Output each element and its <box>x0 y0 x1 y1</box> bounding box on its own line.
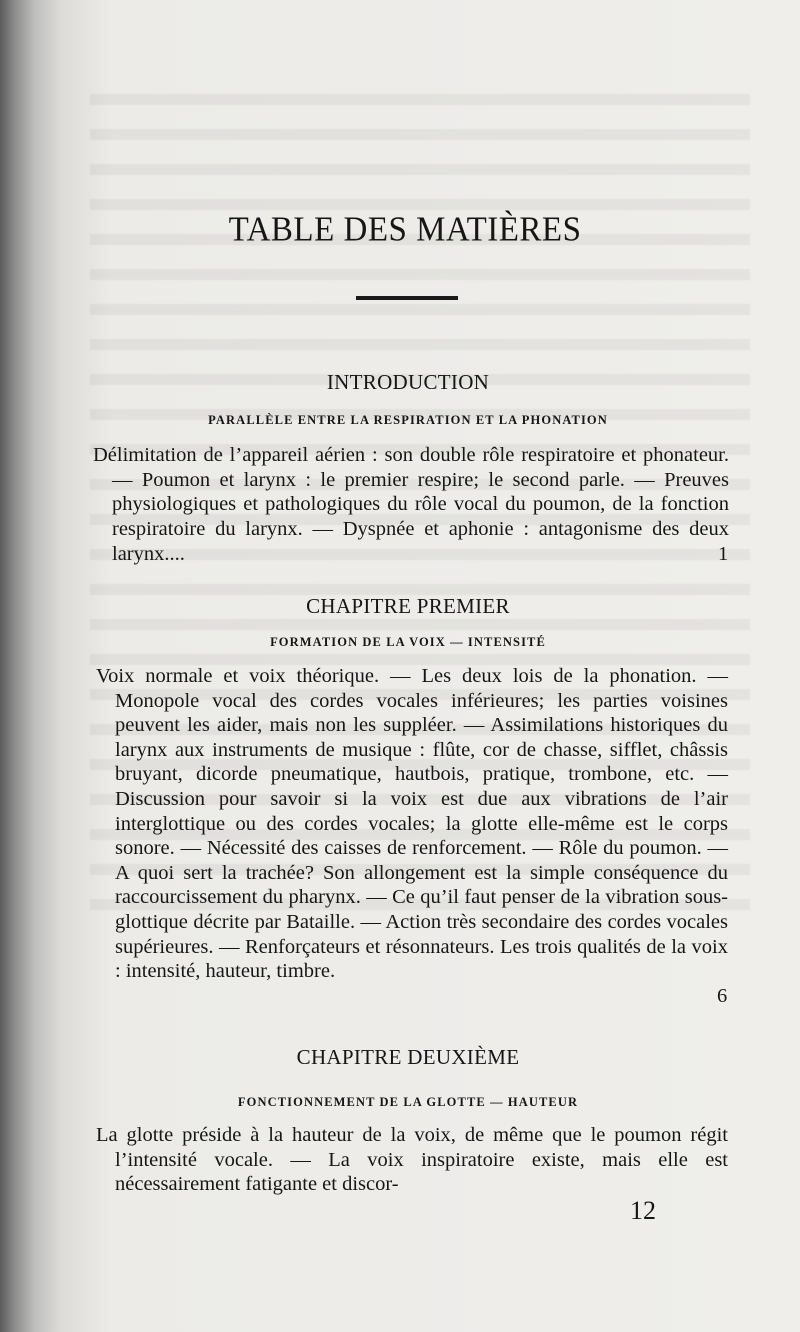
folio-number: 12 <box>630 1196 656 1225</box>
entry-text: La glotte préside à la hauteur de la voix, de même que le poumon régit l’intensité vocale. — La voix inspiratoire existe, mais elle est nécessairement fatigante et discor- <box>96 1124 728 1196</box>
section-heading-chapitre-deuxieme: CHAPITRE DEUXIÈME <box>296 1045 520 1069</box>
toc-entry-introduction: 1 Délimitation de l’appareil aérien : son double rôle respiratoire et phonateur. — Poumon et larynx : le premier respire; le second parle. — Preuves physiologiques et pathologiques du rôle vocal du poumon, de la fonction respiratoire du larynx. — Dyspnée et aphonie : antagonisme des deux larynx.... <box>93 444 729 565</box>
toc-entry-chapitre-deuxieme <box>96 1123 728 1197</box>
page-title: TABLE DES MATIÈRES <box>228 210 582 250</box>
entry-text: Voix normale et voix théorique. — Les deux lois de la phonation. — Monopole vocal des cordes vocales inférieures; les parties voisines peuvent les aider, mais non les suppléer. — Assimilations historiques du larynx aux instruments de musique : flûte, cor de chasse, sifflet, châssis bruyant, dicorde pneumatique, hautbois, pratique, trombone, etc. — Discussion pour savoir si la voix est due aux vibrations de l’air interglottique ou des cordes vocales; la glotte elle-même est le corps sonore. — Nécessité des caisses de renforcement. — Rôle du poumon. — A quoi sert la trachée? Son allongement est la simple conséquence du raccourcissement du pharynx. — Ce qu’il faut penser de la vibration sous-glottique décrite par Bataille. — Action très secondaire des cordes vocales supérieures. — Renforçateurs et résonnateurs. Les trois qualités de la voix : intensité, hauteur, timbre. <box>96 665 728 983</box>
section-subheading-introduction: PARALLÈLE ENTRE LA RESPIRATION ET LA PHONATION <box>208 413 608 427</box>
title-rule <box>356 296 458 300</box>
section-heading-introduction: INTRODUCTION <box>326 370 490 394</box>
section-heading-chapitre-premier: CHAPITRE PREMIER <box>306 594 510 618</box>
entry-text: Délimitation de l’appareil aérien : son double rôle respiratoire et phonateur. — Poumon et larynx : le premier respire; le second parle. — Preuves physiologiques et pathologiques du rôle vocal du poumon, de la fonction respiratoire du larynx. — Dyspnée et aphonie : antagonisme des deux larynx.... <box>93 444 729 565</box>
section-subheading-chapitre-deuxieme: FONCTIONNEMENT DE LA GLOTTE — HAUTEUR <box>237 1095 579 1109</box>
toc-entry-chapitre-premier: 6 Voix normale et voix théorique. — Les deux lois de la phonation. — Monopole vocal des cordes vocales inférieures; les parties voisines peuvent les aider, mais non les suppléer. — Assimilations historiques du larynx aux instruments de musique : flûte, cor de chasse, sifflet, châssis bruyant, dicorde pneumatique, hautbois, pratique, trombone, etc. — Discussion pour savoir si la voix est due aux vibrations de l’air interglottique ou des cordes vocales; la glotte elle-même est le corps sonore. — Nécessité des caisses de renforcement. — Rôle du poumon. — A quoi sert la trachée? Son allongement est la simple conséquence du raccourcissement du pharynx. — Ce qu’il faut penser de la vibration sous-glottique décrite par Bataille. — Action très secondaire des cordes vocales supérieures. — Renforçateurs et résonnateurs. Les trois qualités de la voix : intensité, hauteur, timbre. <box>96 665 728 1007</box>
section-subheading-chapitre-premier: FORMATION DE LA VOIX — INTENSITÉ <box>270 635 546 649</box>
